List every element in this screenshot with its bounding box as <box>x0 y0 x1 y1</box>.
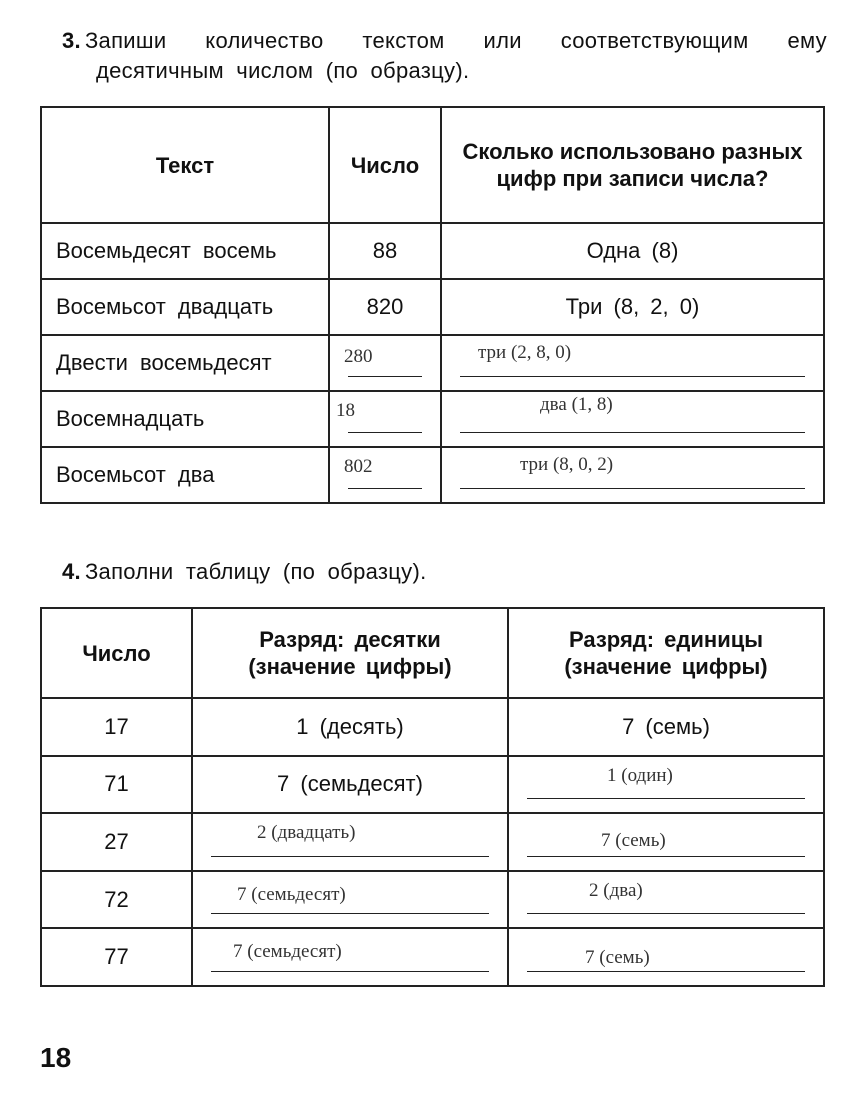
table-row <box>41 223 824 279</box>
task-4-table <box>40 607 825 987</box>
answer-units-cell[interactable] <box>508 871 824 929</box>
row-number: 820 <box>329 279 441 335</box>
answer-line <box>527 856 805 857</box>
handwritten-digits: три (2, 8, 0) <box>478 342 572 363</box>
handwritten-units: 7 (семь) <box>585 947 650 969</box>
task-3-heading-line-1 <box>62 26 827 56</box>
task-4-heading <box>62 557 427 587</box>
header-tens: Разряд: десятки (значение цифры) <box>192 608 508 698</box>
table-row <box>41 447 824 503</box>
task-3-word: соответствующим <box>560 28 749 53</box>
handwritten-tens: 2 (двадцать) <box>257 822 356 844</box>
table-row <box>41 335 824 391</box>
answer-line <box>527 971 805 972</box>
answer-number-cell[interactable] <box>329 335 441 391</box>
answer-line <box>527 913 805 914</box>
row-tens: 7 (семьдесят) <box>192 756 508 814</box>
row-text: Восемьсот два <box>41 447 329 503</box>
table-row <box>41 698 824 756</box>
answer-units-cell[interactable] <box>508 813 824 871</box>
row-digits: Три (8, 2, 0) <box>441 279 824 335</box>
answer-line <box>460 432 805 433</box>
answer-line <box>460 376 805 377</box>
header-number: Число <box>329 107 441 223</box>
answer-number-cell[interactable] <box>329 447 441 503</box>
handwritten-units: 7 (семь) <box>601 830 666 852</box>
answer-tens-cell[interactable] <box>192 813 508 871</box>
row-number: 88 <box>329 223 441 279</box>
row-number: 72 <box>41 871 192 929</box>
row-number: 17 <box>41 698 192 756</box>
table-row <box>41 871 824 929</box>
answer-units-cell[interactable] <box>508 756 824 814</box>
handwritten-number: 802 <box>344 456 373 477</box>
answer-digits-cell[interactable] <box>441 335 824 391</box>
answer-line <box>348 488 422 489</box>
row-text: Двести восемьдесят <box>41 335 329 391</box>
answer-number-cell[interactable] <box>329 391 441 447</box>
header-units: Разряд: единицы (значение цифры) <box>508 608 824 698</box>
task-3-word: ему <box>787 28 827 53</box>
task-3-word: текстом <box>362 28 445 53</box>
task-3-heading-line-2: десятичным числом (по образцу). <box>96 58 470 83</box>
row-text: Восемьдесят восемь <box>41 223 329 279</box>
answer-line <box>211 971 489 972</box>
handwritten-digits: два (1, 8) <box>540 394 613 415</box>
task-4-header-row <box>41 608 824 698</box>
handwritten-tens: 7 (семьдесят) <box>237 883 346 905</box>
answer-line <box>460 488 805 489</box>
table-row <box>41 279 824 335</box>
answer-line <box>211 856 489 857</box>
row-units: 7 (семь) <box>508 698 824 756</box>
answer-tens-cell[interactable] <box>192 871 508 929</box>
task-3-heading <box>62 26 827 86</box>
answer-digits-cell[interactable] <box>441 447 824 503</box>
row-number: 77 <box>41 928 192 986</box>
answer-units-cell[interactable] <box>508 928 824 986</box>
handwritten-tens: 7 (семьдесят) <box>233 941 342 963</box>
table-row <box>41 813 824 871</box>
row-text: Восемьсот двадцать <box>41 279 329 335</box>
answer-line <box>527 798 805 799</box>
task-3-word: или <box>483 28 522 53</box>
answer-tens-cell[interactable] <box>192 928 508 986</box>
handwritten-units: 2 (два) <box>589 879 643 901</box>
table-row <box>41 928 824 986</box>
answer-line <box>211 913 489 914</box>
table-row <box>41 756 824 814</box>
handwritten-units: 1 (один) <box>607 764 673 786</box>
header-number: Число <box>41 608 192 698</box>
task-3-header-row <box>41 107 824 223</box>
header-digits-count: Сколько использовано разных цифр при записи числа? <box>441 107 824 223</box>
row-digits: Одна (8) <box>441 223 824 279</box>
row-text: Восемнадцать <box>41 391 329 447</box>
handwritten-digits: три (8, 0, 2) <box>520 454 614 475</box>
task-4-number: 4. <box>62 559 81 584</box>
answer-line <box>348 432 422 433</box>
task-3-number: 3. <box>62 28 81 53</box>
header-text: Текст <box>41 107 329 223</box>
handwritten-number: 18 <box>336 400 355 421</box>
answer-digits-cell[interactable] <box>441 391 824 447</box>
task-3-table <box>40 106 825 504</box>
table-row <box>41 391 824 447</box>
row-number: 27 <box>41 813 192 871</box>
task-4-title: Заполни таблицу (по образцу). <box>84 559 427 584</box>
task-3-word: Запиши <box>84 28 167 53</box>
handwritten-number: 280 <box>344 346 373 367</box>
task-3-word: количество <box>205 28 324 53</box>
answer-line <box>348 376 422 377</box>
row-number: 71 <box>41 756 192 814</box>
page-number: 18 <box>40 1042 72 1073</box>
row-tens: 1 (десять) <box>192 698 508 756</box>
